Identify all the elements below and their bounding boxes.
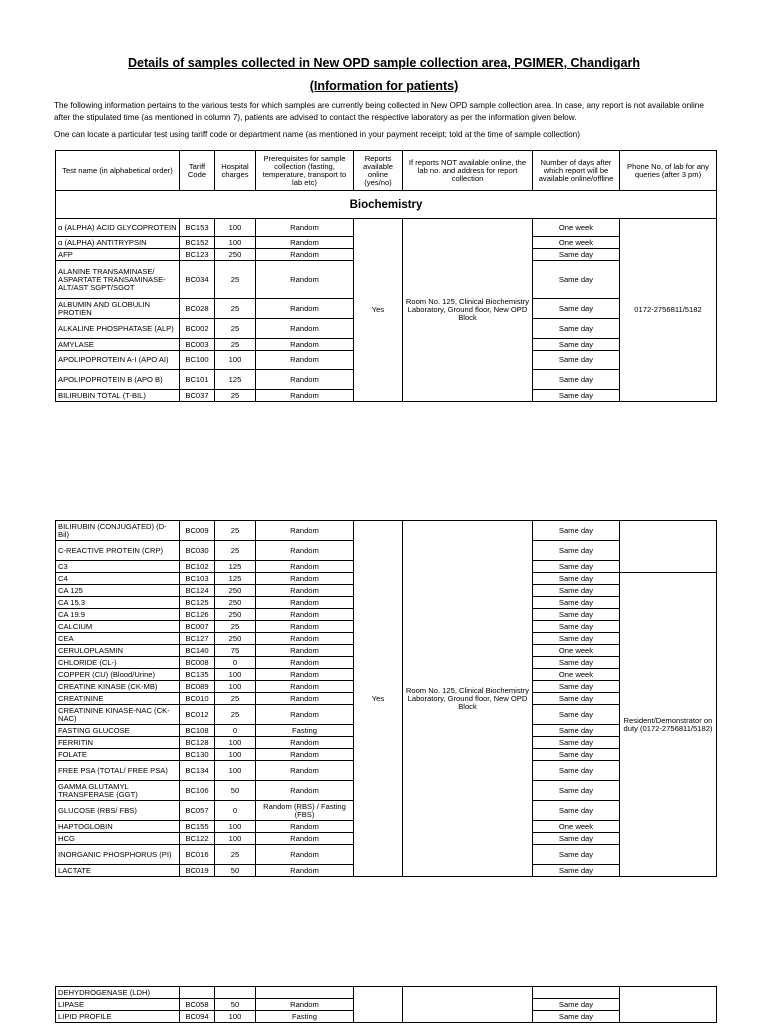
tariff-code-cell: BC016 <box>180 845 215 865</box>
tariff-code-cell: BC028 <box>180 299 215 319</box>
prereq-cell: Fasting <box>256 1011 354 1023</box>
charge-cell: 75 <box>215 645 256 657</box>
test-name-cell: COPPER (CU) (Blood/Urine) <box>56 669 180 681</box>
test-name-cell: CA 19.9 <box>56 609 180 621</box>
test-name-cell: α (ALPHA) ANTITRYPSIN <box>56 237 180 249</box>
phone-cell <box>620 987 717 1023</box>
test-name-cell: BILIRUBIN TOTAL (T-BIL) <box>56 390 180 402</box>
tests-table-page2 <box>55 520 717 877</box>
charge-cell: 0 <box>215 725 256 737</box>
charge-cell: 100 <box>215 833 256 845</box>
charge-cell: 125 <box>215 561 256 573</box>
page-title: Details of samples collected in New OPD sample collection area, PGIMER, Chandigarh <box>128 56 640 70</box>
days-cell: Same day <box>533 681 620 693</box>
header-phone: Phone No. of lab for any queries (after 3 pm) <box>620 151 717 191</box>
test-name-cell: CA 15.3 <box>56 597 180 609</box>
days-cell: Same day <box>533 573 620 585</box>
phone-cell: 0172-2756811/5182 <box>620 219 717 402</box>
test-name-cell: GLUCOSE (RBS/ FBS) <box>56 801 180 821</box>
test-name-cell: ALANINE TRANSAMINASE/ ASPARTATE TRANSAMINASE-ALT/AST SGPT/SGOT <box>56 261 180 299</box>
charge-cell: 100 <box>215 737 256 749</box>
charge-cell: 100 <box>215 681 256 693</box>
lab-address-cell: Room No. 125, Clinical Biochemistry Laboratory, Ground floor, New OPD Block <box>403 219 533 402</box>
tariff-code-cell <box>180 987 215 999</box>
days-cell: Same day <box>533 585 620 597</box>
tariff-code-cell: BC125 <box>180 597 215 609</box>
days-cell: Same day <box>533 657 620 669</box>
days-cell: Same day <box>533 725 620 737</box>
days-cell: Same day <box>533 705 620 725</box>
charge-cell: 100 <box>215 821 256 833</box>
tariff-code-cell: BC008 <box>180 657 215 669</box>
test-name-cell: CA 125 <box>56 585 180 597</box>
charge-cell: 100 <box>215 219 256 237</box>
tariff-code-cell: BC010 <box>180 693 215 705</box>
test-name-cell: CREATININE KINASE-NAC (CK-NAC) <box>56 705 180 725</box>
charge-cell: 50 <box>215 781 256 801</box>
days-cell: Same day <box>533 597 620 609</box>
tariff-code-cell: BC122 <box>180 833 215 845</box>
days-cell: Same day <box>533 865 620 877</box>
online-cell: Yes <box>354 521 403 877</box>
prereq-cell: Random <box>256 781 354 801</box>
prereq-cell: Random <box>256 339 354 351</box>
tariff-code-cell: BC103 <box>180 573 215 585</box>
charge-cell: 250 <box>215 585 256 597</box>
prereq-cell: Random <box>256 319 354 339</box>
tariff-code-cell: BC108 <box>180 725 215 737</box>
tariff-code-cell: BC102 <box>180 561 215 573</box>
prereq-cell: Random <box>256 621 354 633</box>
days-cell: Same day <box>533 737 620 749</box>
test-name-cell: CERULOPLASMIN <box>56 645 180 657</box>
charge-cell: 125 <box>215 370 256 390</box>
days-cell: Same day <box>533 693 620 705</box>
test-name-cell: DEHYDROGENASE (LDH) <box>56 987 180 999</box>
prereq-cell: Random <box>256 219 354 237</box>
test-name-cell: GAMMA GLUTAMYL TRANSFERASE (GGT) <box>56 781 180 801</box>
charge-cell: 25 <box>215 621 256 633</box>
tariff-code-cell: BC124 <box>180 585 215 597</box>
prereq-cell: Random <box>256 845 354 865</box>
charge-cell: 100 <box>215 351 256 370</box>
charge-cell: 0 <box>215 801 256 821</box>
charge-cell: 25 <box>215 693 256 705</box>
test-name-cell: HCG <box>56 833 180 845</box>
days-cell: Same day <box>533 609 620 621</box>
charge-cell: 25 <box>215 705 256 725</box>
tariff-code-cell: BC003 <box>180 339 215 351</box>
days-cell: Same day <box>533 521 620 541</box>
days-cell: One week <box>533 669 620 681</box>
prereq-cell: Random <box>256 693 354 705</box>
test-name-cell: INORGANIC PHOSPHORUS (PI) <box>56 845 180 865</box>
charge-cell: 25 <box>215 390 256 402</box>
header-prerequisites: Prerequisites for sample collection (fasting, temperature, transport to lab etc) <box>256 151 354 191</box>
charge-cell: 125 <box>215 573 256 585</box>
days-cell <box>533 987 620 999</box>
prereq-cell: Random <box>256 370 354 390</box>
test-name-cell: CREATINE KINASE (CK-MB) <box>56 681 180 693</box>
tariff-code-cell: BC140 <box>180 645 215 657</box>
test-name-cell: HAPTOGLOBIN <box>56 821 180 833</box>
test-name-cell: FOLATE <box>56 749 180 761</box>
test-name-cell: LIPID PROFILE <box>56 1011 180 1023</box>
phone-cell: Resident/Demonstrator on duty (0172-2756811/5182) <box>620 573 717 877</box>
days-cell: Same day <box>533 1011 620 1023</box>
days-cell: Same day <box>533 299 620 319</box>
prereq-cell: Random <box>256 609 354 621</box>
tariff-code-cell: BC101 <box>180 370 215 390</box>
prereq-cell: Random <box>256 821 354 833</box>
days-cell: Same day <box>533 249 620 261</box>
charge-cell: 50 <box>215 999 256 1011</box>
days-cell: Same day <box>533 339 620 351</box>
tariff-code-cell: BC100 <box>180 351 215 370</box>
test-name-cell: AFP <box>56 249 180 261</box>
days-cell: Same day <box>533 561 620 573</box>
tariff-code-cell: BC009 <box>180 521 215 541</box>
days-cell: Same day <box>533 390 620 402</box>
days-cell: One week <box>533 821 620 833</box>
charge-cell: 25 <box>215 521 256 541</box>
prereq-cell: Random <box>256 749 354 761</box>
prereq-cell: Random <box>256 390 354 402</box>
locate-text: One can locate a particular test using tariff code or department name (as mentioned in your payment receipt; told at the time of sample collection) <box>54 130 580 139</box>
test-name-cell: CALCIUM <box>56 621 180 633</box>
days-cell: Same day <box>533 633 620 645</box>
prereq-cell: Random <box>256 249 354 261</box>
tariff-code-cell: BC037 <box>180 390 215 402</box>
intro-text: The following information pertains to the various tests for which samples are currently being collected in New OPD sample collection area. In case, any report is not available online after the stipulated time (as mentioned in column 7), patients are advised to contact the respective laboratory as per the information given below. <box>54 101 704 122</box>
tariff-code-cell: BC126 <box>180 609 215 621</box>
tests-table-page3 <box>55 986 717 1023</box>
charge-cell: 50 <box>215 865 256 877</box>
online-cell: Yes <box>354 219 403 402</box>
tariff-code-cell: BC155 <box>180 821 215 833</box>
prereq-cell: Random (RBS) / Fasting (FBS) <box>256 801 354 821</box>
days-cell: Same day <box>533 833 620 845</box>
prereq-cell: Random <box>256 299 354 319</box>
header-row <box>56 151 717 191</box>
prereq-cell: Random <box>256 865 354 877</box>
test-name-cell: FASTING GLUCOSE <box>56 725 180 737</box>
test-name-cell: FERRITIN <box>56 737 180 749</box>
tariff-code-cell: BC134 <box>180 761 215 781</box>
page-subtitle: (Information for patients) <box>309 79 459 93</box>
days-cell: Same day <box>533 261 620 299</box>
charge-cell: 100 <box>215 669 256 681</box>
tariff-code-cell: BC153 <box>180 219 215 237</box>
prereq-cell: Random <box>256 633 354 645</box>
charge-cell: 250 <box>215 609 256 621</box>
test-name-cell: α (ALPHA) ACID GLYCOPROTEIN <box>56 219 180 237</box>
days-cell: One week <box>533 219 620 237</box>
prereq-cell: Random <box>256 681 354 693</box>
test-name-cell: LACTATE <box>56 865 180 877</box>
prereq-cell: Random <box>256 541 354 561</box>
tariff-code-cell: BC058 <box>180 999 215 1011</box>
test-name-cell: BILIRUBIN (CONJUGATED) (D-Bil) <box>56 521 180 541</box>
charge-cell: 250 <box>215 249 256 261</box>
header-lab-address: If reports NOT available online, the lab no. and address for report collection <box>403 151 533 191</box>
tariff-code-cell: BC152 <box>180 237 215 249</box>
charge-cell <box>215 987 256 999</box>
days-cell: One week <box>533 237 620 249</box>
prereq-cell: Random <box>256 237 354 249</box>
days-cell: Same day <box>533 801 620 821</box>
tariff-code-cell: BC089 <box>180 681 215 693</box>
charge-cell: 100 <box>215 749 256 761</box>
phone-cell <box>620 521 717 573</box>
header-online: Reports available online (yes/no) <box>354 151 403 191</box>
header-hospital-charges: Hospital charges <box>215 151 256 191</box>
tariff-code-cell: BC007 <box>180 621 215 633</box>
days-cell: Same day <box>533 541 620 561</box>
section-heading: Biochemistry <box>56 191 717 219</box>
prereq-cell: Fasting <box>256 725 354 737</box>
header-tariff-code: Tariff Code <box>180 151 215 191</box>
tariff-code-cell: BC012 <box>180 705 215 725</box>
header-days: Number of days after which report will be available online/offline <box>533 151 620 191</box>
test-name-cell: C-REACTIVE PROTEIN (CRP) <box>56 541 180 561</box>
tariff-code-cell: BC034 <box>180 261 215 299</box>
prereq-cell: Random <box>256 705 354 725</box>
charge-cell: 25 <box>215 261 256 299</box>
tests-table-page1 <box>55 150 717 402</box>
test-name-cell: ALBUMIN AND GLOBULIN PROTIEN <box>56 299 180 319</box>
tariff-code-cell: BC057 <box>180 801 215 821</box>
days-cell: Same day <box>533 845 620 865</box>
prereq-cell: Random <box>256 573 354 585</box>
test-name-cell: APOLIPOPROTEIN B (APO B) <box>56 370 180 390</box>
charge-cell: 25 <box>215 541 256 561</box>
test-name-cell: LIPASE <box>56 999 180 1011</box>
test-name-cell: C3 <box>56 561 180 573</box>
tariff-code-cell: BC135 <box>180 669 215 681</box>
days-cell: Same day <box>533 761 620 781</box>
days-cell: Same day <box>533 999 620 1011</box>
days-cell: Same day <box>533 351 620 370</box>
days-cell: Same day <box>533 781 620 801</box>
tariff-code-cell: BC130 <box>180 749 215 761</box>
test-name-cell: AMYLASE <box>56 339 180 351</box>
prereq-cell: Random <box>256 657 354 669</box>
prereq-cell: Random <box>256 261 354 299</box>
tariff-code-cell: BC002 <box>180 319 215 339</box>
prereq-cell: Random <box>256 521 354 541</box>
test-name-cell: ALKALINE PHOSPHATASE (ALP) <box>56 319 180 339</box>
tariff-code-cell: BC127 <box>180 633 215 645</box>
tariff-code-cell: BC094 <box>180 1011 215 1023</box>
charge-cell: 25 <box>215 299 256 319</box>
test-name-cell: FREE PSA (TOTAL/ FREE PSA) <box>56 761 180 781</box>
days-cell: Same day <box>533 319 620 339</box>
header-test-name: Test name (in alphabetical order) <box>56 151 180 191</box>
prereq-cell: Random <box>256 351 354 370</box>
test-name-cell: APOLIPOPROTEIN A-I (APO AI) <box>56 351 180 370</box>
charge-cell: 250 <box>215 633 256 645</box>
table-row <box>56 521 717 541</box>
lab-address-cell <box>403 987 533 1023</box>
charge-cell: 25 <box>215 845 256 865</box>
test-name-cell: CREATININE <box>56 693 180 705</box>
charge-cell: 250 <box>215 597 256 609</box>
prereq-cell: Random <box>256 833 354 845</box>
charge-cell: 100 <box>215 761 256 781</box>
charge-cell: 25 <box>215 319 256 339</box>
tariff-code-cell: BC128 <box>180 737 215 749</box>
charge-cell: 100 <box>215 1011 256 1023</box>
prereq-cell: Random <box>256 585 354 597</box>
tariff-code-cell: BC019 <box>180 865 215 877</box>
days-cell: Same day <box>533 749 620 761</box>
charge-cell: 0 <box>215 657 256 669</box>
days-cell: Same day <box>533 621 620 633</box>
prereq-cell: Random <box>256 669 354 681</box>
tariff-code-cell: BC030 <box>180 541 215 561</box>
test-name-cell: CEA <box>56 633 180 645</box>
prereq-cell: Random <box>256 645 354 657</box>
prereq-cell: Random <box>256 597 354 609</box>
lab-address-cell: Room No. 125, Clinical Biochemistry Laboratory, Ground floor, New OPD Block <box>403 521 533 877</box>
table-row <box>56 987 717 999</box>
prereq-cell: Random <box>256 761 354 781</box>
days-cell: One week <box>533 645 620 657</box>
test-name-cell: C4 <box>56 573 180 585</box>
table-row <box>56 219 717 237</box>
test-name-cell: CHLORIDE (CL-) <box>56 657 180 669</box>
prereq-cell <box>256 987 354 999</box>
tariff-code-cell: BC106 <box>180 781 215 801</box>
online-cell <box>354 987 403 1023</box>
charge-cell: 25 <box>215 339 256 351</box>
prereq-cell: Random <box>256 999 354 1011</box>
prereq-cell: Random <box>256 737 354 749</box>
tariff-code-cell: BC123 <box>180 249 215 261</box>
charge-cell: 100 <box>215 237 256 249</box>
prereq-cell: Random <box>256 561 354 573</box>
days-cell: Same day <box>533 370 620 390</box>
